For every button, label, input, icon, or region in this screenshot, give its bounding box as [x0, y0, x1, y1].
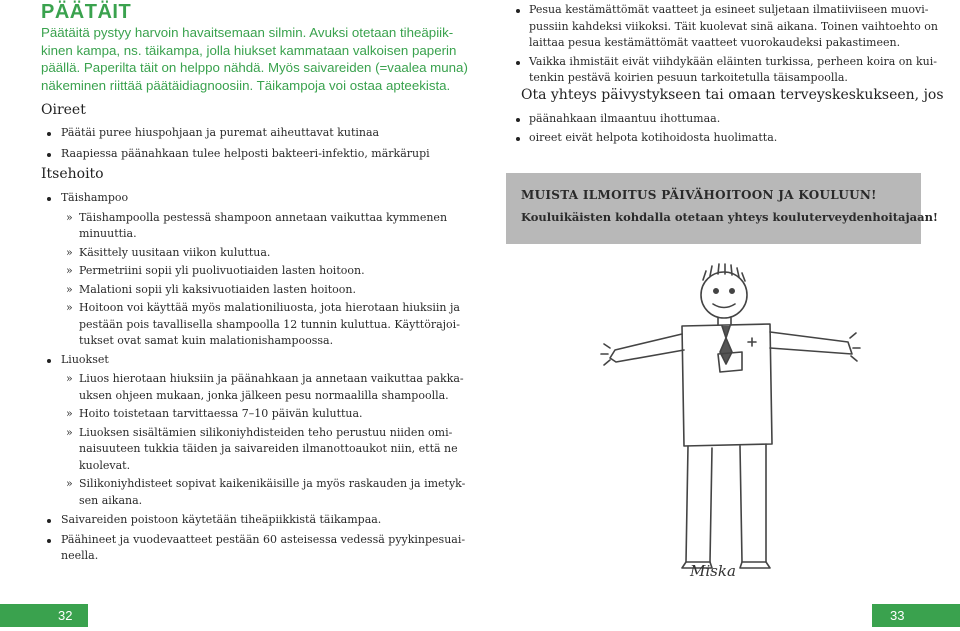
sub-item: » Permetriini sopii yli puolivuotiaiden lasten hoitoon.	[61, 263, 465, 280]
intro-line: Päätäitä pystyy harvoin havaitsemaan silmin. Avuksi otetaan tiheäpiik-	[41, 25, 454, 40]
list-item: Saivareiden poistoon käytetään tiheäpiikkistä täikampaa.	[41, 512, 465, 529]
list-item: Raapiessa päänahkaan tulee helposti bakteeri-infektio, märkärupi	[41, 146, 430, 163]
intro-paragraph	[41, 24, 468, 94]
drawing-eye	[714, 289, 718, 293]
notice-line-2: Kouluikäisten kohdalla otetaan yhteys kouluterveydenhoitajaan!	[521, 210, 938, 224]
sub-item: » Liuos hierotaan hiuksiin ja päänahkaan ja annetaan vaikuttaa pakka- uksen ohjeen mukaan, jonka jälkeen pesu normaalilla shampoolla.	[61, 371, 465, 404]
drawing-tie	[720, 326, 732, 364]
list-item: Täishampoo » Täishampoolla pestessä shampoon annetaan vaikuttaa kymmenen minuuttia. » Käsittely uusitaan viikon kuluttua. » Permetriini sopii yli puolivuotiaiden lasten hoitoon. » Malationi sopii yli kaksivuotiaiden lasten hoitoon. » Hoitoon voi käyttää myös malationiliuosta, jota hierotaan hiuksiin ja pestään pois tavallisella shampoolla 12 tunnin kuluttua. Käyttörajoi- tukset ovat samat kuin malationishampoossa.	[41, 190, 465, 350]
drawing-head	[701, 272, 747, 318]
treatment-list	[41, 190, 465, 565]
intro-line: päällä. Paperilta täit on helppo nähdä. Myös saivareiden (=vaalea muna)	[41, 60, 468, 75]
sub-item: » Silikoniyhdisteet sopivat kaikenikäisille ja myös raskauden ja imetyk- sen aikana.	[61, 476, 465, 509]
drawing-mouth	[713, 304, 735, 308]
drawing-legs	[686, 444, 766, 562]
child-drawing-illustration	[600, 262, 900, 592]
sub-item: » Liuoksen sisältämien silikoniyhdisteiden teho perustuu niiden omi- naisuuteen tukkia täiden ja saivareiden ilmanottoaukot niin, että ne kuolevat.	[61, 425, 465, 475]
sub-item: » Hoitoon voi käyttää myös malationiliuosta, jota hierotaan hiuksiin ja pestään pois tavallisella shampoolla 12 tunnin kuluttua. Käyttörajoi- tukset ovat samat kuin malationishampoossa.	[61, 300, 465, 350]
page-title: PÄÄTÄIT	[41, 1, 132, 23]
drawing-hand	[601, 344, 610, 365]
drawing-hand	[850, 333, 860, 361]
footer-bar-right	[872, 604, 960, 627]
drawing-left-arm	[610, 334, 684, 362]
sub-item: » Malationi sopii yli kaksivuotiaiden lasten hoitoon.	[61, 282, 465, 299]
contact-list	[513, 111, 923, 148]
list-item: päänahkaan ilmaantuu ihottumaa.	[513, 111, 923, 128]
list-item: Vaikka ihmistäit eivät viihdykään eläinten turkissa, perheen koira on kui- tenkin pestävä koirien pesuun tarkoitetulla täisampoolla.	[513, 54, 923, 87]
list-item: Liuokset » Liuos hierotaan hiuksiin ja päänahkaan ja annetaan vaikuttaa pakka- uksen ohjeen mukaan, jonka jälkeen pesu normaalilla shampoolla. » Hoito toistetaan tarvittaessa 7–10 päivän kuluttua. » Liuoksen sisältämien silikoniyhdisteiden teho perustuu niiden omi- naisuuteen tukkia täiden ja saivareiden ilmanottoaukot niin, että ne kuolevat. » Silikoniyhdisteet sopivat kaikenikäisille ja myös raskauden ja imetyk- sen aikana.	[41, 352, 465, 510]
intro-line: kinen kampa, ns. täikampa, jolla hiukset kammataan valkoisen paperin	[41, 42, 457, 58]
list-item: Pesua kestämättömät vaatteet ja esineet suljetaan ilmatiiviiseen muovi- pussiin kahdeksi viikoksi. Täit kuolevat sinä aikana. Toinen vaihtoehto on laittaa pesua kestämättömät vaatteet vuorokaudeksi pakastimeen.	[513, 2, 923, 52]
treatment-heading: Itsehoito	[41, 166, 104, 182]
drawing-cross	[748, 338, 756, 346]
list-item: Päähineet ja vuodevaatteet pestään 60 asteisessa vedessä pyykinpesuai- neella.	[41, 532, 465, 565]
sub-item: » Käsittely uusitaan viikon kuluttua.	[61, 245, 465, 262]
page-number-left: 32	[58, 608, 73, 623]
intro-line: näkeminen riittää päätäidiagnoosiin. Täikampoja voi ostaa apteekista.	[41, 77, 451, 93]
sub-item: » Täishampoolla pestessä shampoon annetaan vaikuttaa kymmenen minuuttia.	[61, 210, 465, 243]
notice-line-1: MUISTA ILMOITUS PÄIVÄHOITOON JA KOULUUN!	[521, 188, 877, 202]
notice-box	[506, 173, 938, 244]
sub-item: » Hoito toistetaan tarvittaessa 7–10 päivän kuluttua.	[61, 406, 465, 423]
drawing-eye	[730, 289, 734, 293]
list-item: oireet eivät helpota kotihoidosta huolimatta.	[513, 130, 923, 147]
list-item: Päätäi puree hiuspohjaan ja puremat aiheuttavat kutinaa	[41, 125, 430, 142]
right-list	[513, 2, 938, 89]
page-number-right: 33	[890, 608, 905, 623]
drawing-right-arm	[770, 332, 852, 354]
symptoms-heading: Oireet	[41, 102, 86, 118]
footer-bar-left	[0, 604, 88, 627]
signature: Miska	[690, 562, 736, 580]
contact-heading: Ota yhteys päivystykseen tai omaan terveyskeskukseen, jos	[521, 87, 944, 103]
drawing-neck	[718, 318, 731, 325]
symptoms-list	[41, 125, 430, 162]
